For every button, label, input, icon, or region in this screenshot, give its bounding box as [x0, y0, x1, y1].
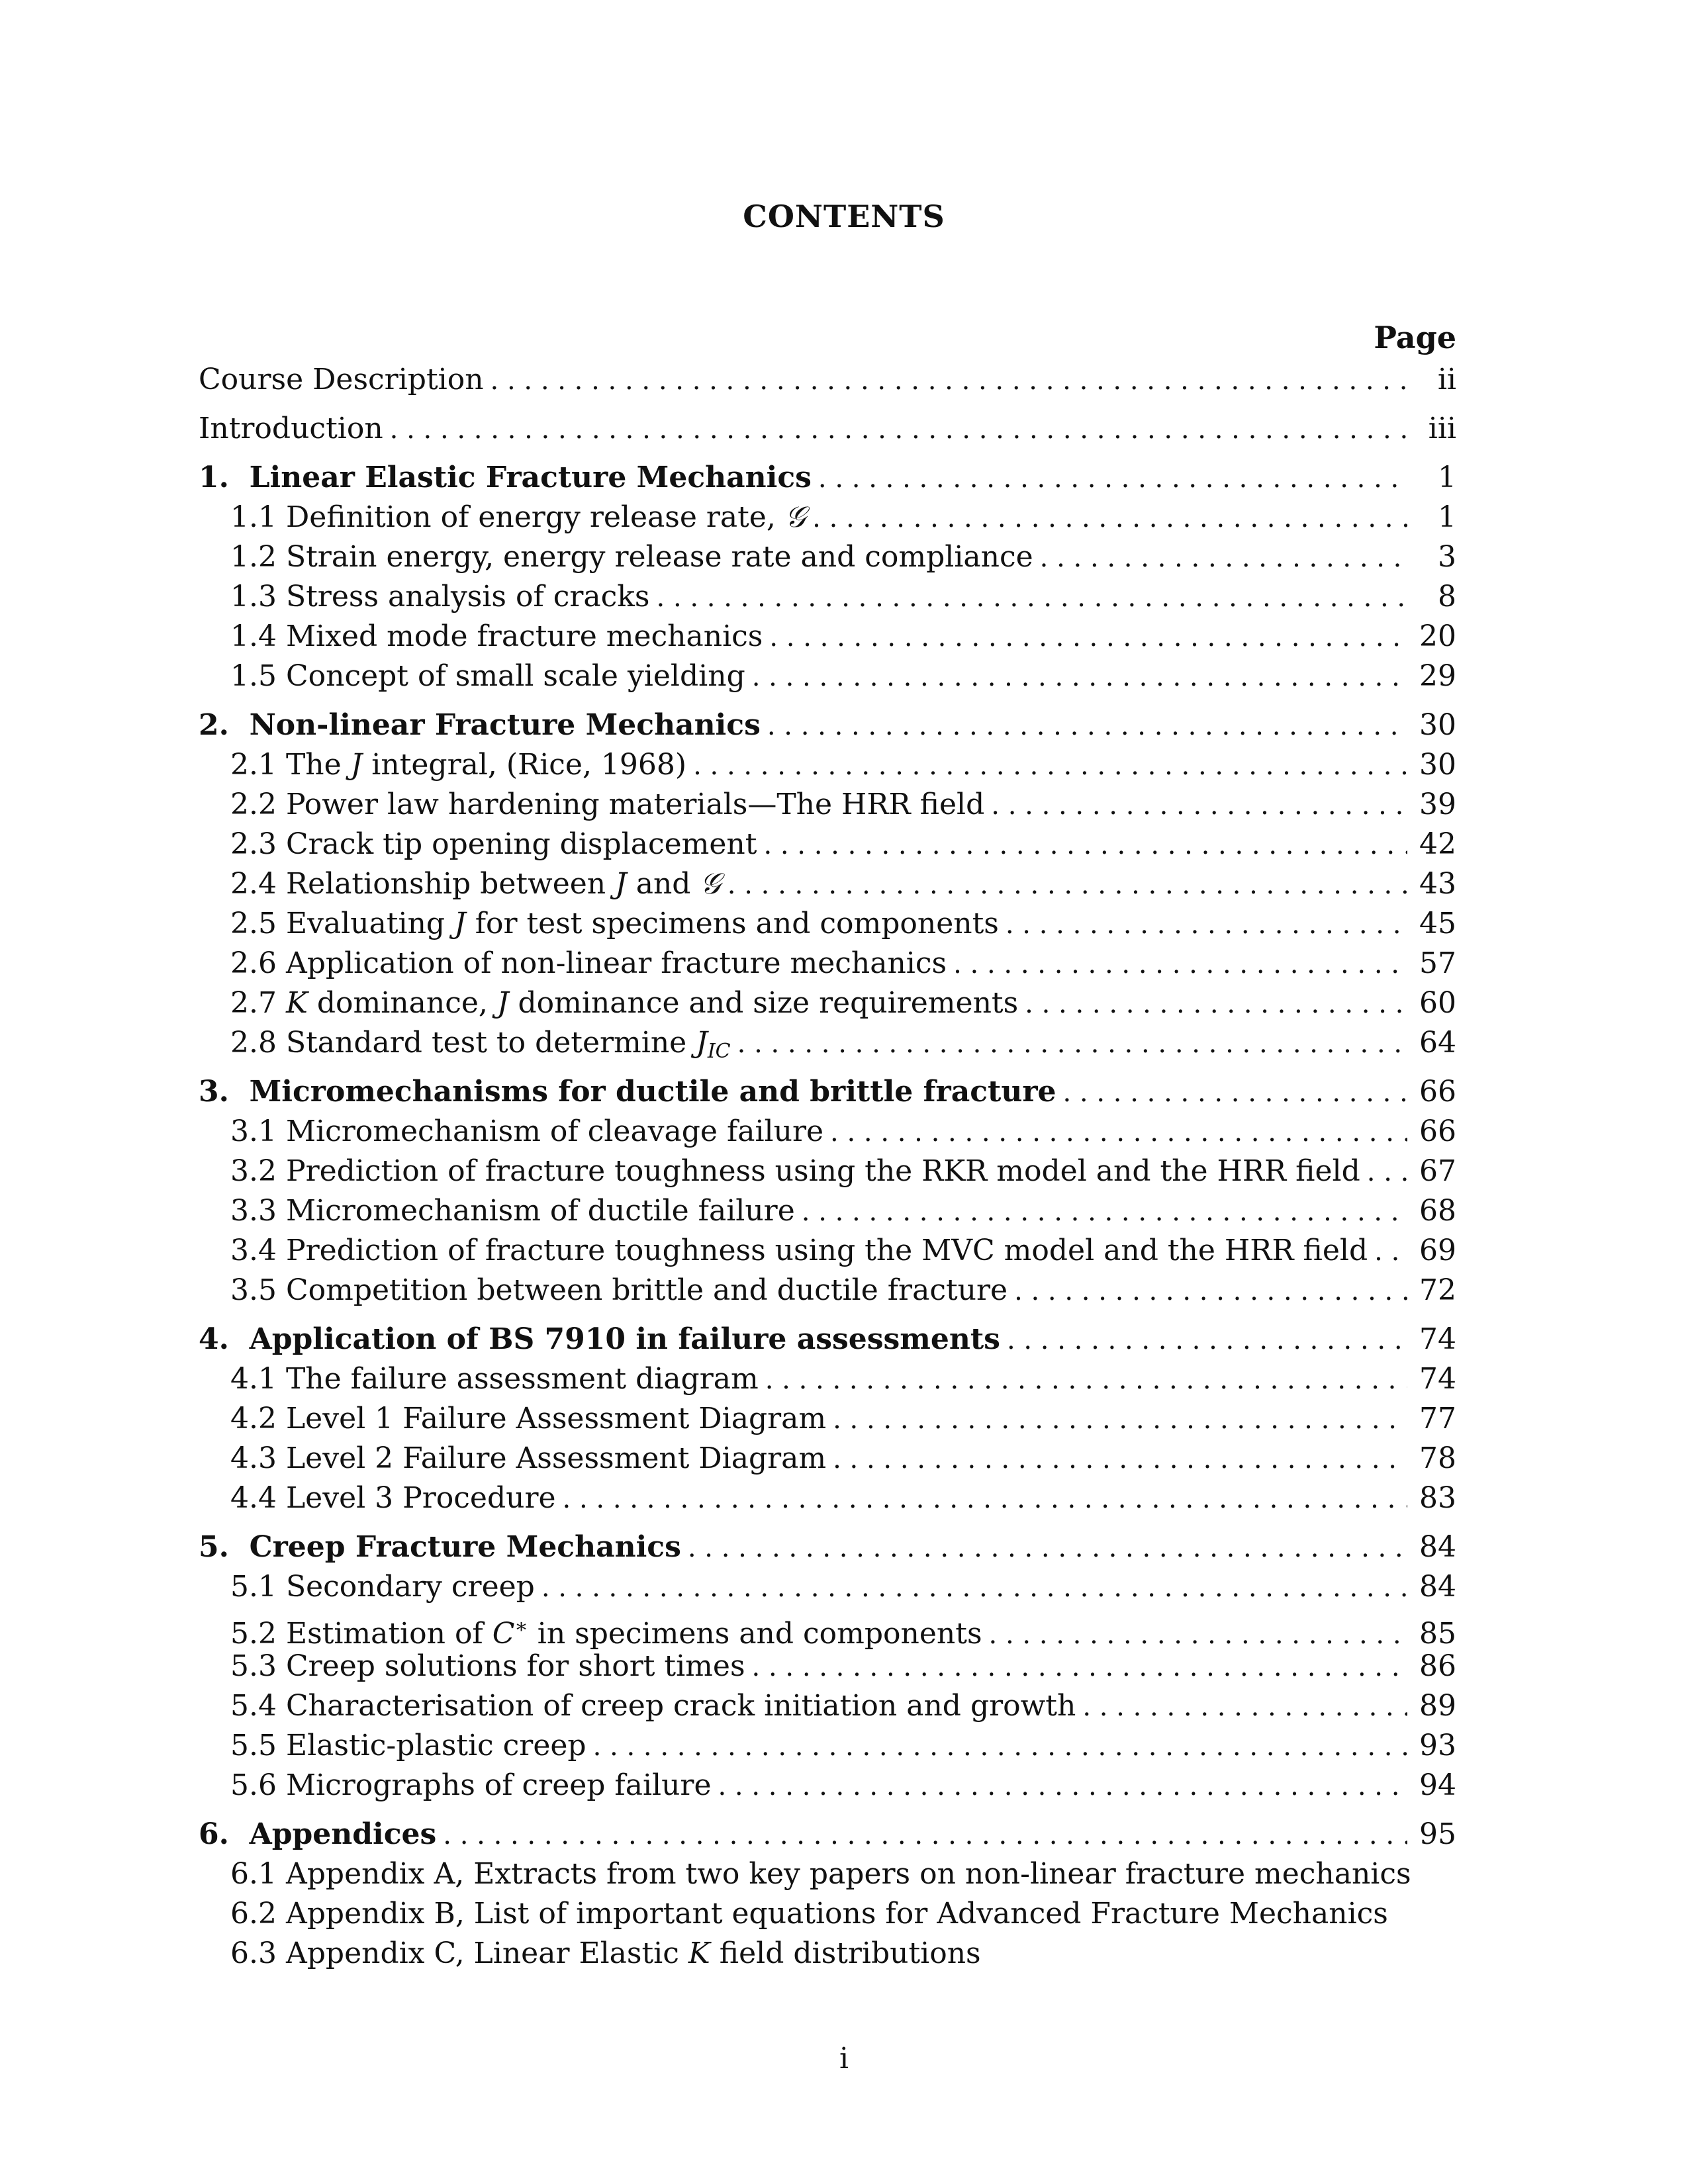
- chapter-number: 5.: [199, 1530, 229, 1564]
- dot-leader: [1040, 538, 1407, 578]
- dot-leader: [833, 1439, 1407, 1479]
- section-title: 2.7 K dominance, J dominance and size requirements: [230, 986, 1019, 1020]
- toc-section-2-8[interactable]: [199, 1023, 1456, 1063]
- dot-leader: [727, 865, 1407, 905]
- toc-section-1-5[interactable]: [199, 657, 1456, 696]
- toc-page-number: 74: [1419, 1362, 1456, 1396]
- toc-page-number: 84: [1419, 1570, 1456, 1604]
- toc-section-3-4[interactable]: [199, 1231, 1456, 1271]
- page-title: CONTENTS: [743, 199, 945, 234]
- toc-page-number: 45: [1419, 907, 1456, 940]
- section-title: 2.4 Relationship between J and 𝒢: [230, 867, 721, 901]
- dot-leader: [1082, 1687, 1407, 1727]
- dot-leader: [593, 1727, 1407, 1766]
- toc-section-5-1[interactable]: [199, 1567, 1456, 1607]
- table-of-contents: [199, 318, 1456, 1974]
- toc-chapter-6[interactable]: [199, 1815, 1456, 1854]
- toc-page-number: 94: [1419, 1768, 1456, 1802]
- toc-page-number: 57: [1419, 946, 1456, 980]
- dot-leader: [763, 825, 1407, 865]
- toc-section-5-5[interactable]: [199, 1726, 1456, 1766]
- toc-page-number: 69: [1419, 1234, 1456, 1267]
- toc-section-4-3[interactable]: [199, 1439, 1456, 1479]
- toc-page-number: iii: [1428, 412, 1456, 445]
- toc-page-number: 29: [1419, 659, 1456, 693]
- toc-section-2-6[interactable]: [199, 944, 1456, 983]
- toc-page-number: 93: [1419, 1729, 1456, 1762]
- toc-section-3-3[interactable]: [199, 1191, 1456, 1231]
- toc-entry-introduction[interactable]: [199, 409, 1456, 449]
- section-title: 6.3 Appendix C, Linear Elastic K field distributions: [230, 1936, 981, 1970]
- chapter-title-text: Micromechanisms for ductile and brittle fracture: [249, 1075, 1056, 1109]
- toc-chapter-3[interactable]: [199, 1072, 1456, 1112]
- section-title: 1.4 Mixed mode fracture mechanics: [230, 619, 763, 653]
- toc-section-1-4[interactable]: [199, 617, 1456, 657]
- dot-leader: [657, 578, 1407, 617]
- toc-section-5-4[interactable]: [199, 1686, 1456, 1726]
- toc-page-number: 67: [1419, 1154, 1456, 1188]
- dot-leader: [1025, 984, 1407, 1024]
- toc-section-2-1[interactable]: [199, 745, 1456, 785]
- dot-leader: [833, 1400, 1407, 1439]
- section-title: 2.5 Evaluating J for test specimens and components: [230, 907, 999, 940]
- section-title: 3.5 Competition between brittle and ductile fracture: [230, 1273, 1008, 1307]
- dot-leader: [752, 1647, 1407, 1687]
- toc-page-number: 84: [1419, 1530, 1456, 1564]
- dot-leader: [1374, 1232, 1407, 1271]
- chapter-title: [199, 1527, 681, 1567]
- toc-chapter-2[interactable]: [199, 705, 1456, 745]
- toc-page-number: 30: [1419, 708, 1456, 742]
- toc-page-number: 20: [1419, 619, 1456, 653]
- toc-page-number: 3: [1438, 540, 1456, 574]
- toc-section-5-3[interactable]: [199, 1647, 1456, 1686]
- section-title: 2.1 The J integral, (Rice, 1968): [230, 748, 687, 782]
- toc-page-number: 86: [1419, 1649, 1456, 1683]
- chapter-title: [199, 1815, 436, 1854]
- dot-leader: [752, 657, 1407, 697]
- toc-page-number: 74: [1419, 1322, 1456, 1356]
- toc-section-6-2[interactable]: [199, 1894, 1456, 1934]
- section-title: 5.6 Micrographs of creep failure: [230, 1768, 712, 1802]
- toc-page-number: 60: [1419, 986, 1456, 1020]
- toc-section-2-2[interactable]: [199, 785, 1456, 825]
- toc-entry-title: Course Description: [199, 363, 484, 396]
- dot-leader: [563, 1479, 1407, 1519]
- toc-entry-course-description[interactable]: [199, 360, 1456, 400]
- section-title: 5.5 Elastic-plastic creep: [230, 1729, 586, 1762]
- toc-page-number: 85: [1419, 1617, 1456, 1651]
- section-title: 5.2 Estimation of C∗ in specimens and components: [230, 1615, 982, 1651]
- dot-leader: [390, 410, 1407, 449]
- section-title: 4.1 The failure assessment diagram: [230, 1362, 759, 1396]
- section-title: 2.2 Power law hardening materials—The HRR field: [230, 788, 985, 821]
- toc-page-number: 8: [1438, 580, 1456, 614]
- toc-page-number: 83: [1419, 1481, 1456, 1515]
- toc-page-number: 64: [1419, 1026, 1456, 1060]
- toc-section-3-1[interactable]: [199, 1112, 1456, 1152]
- page-number-footer: i: [839, 2042, 849, 2075]
- toc-section-2-4[interactable]: [199, 864, 1456, 904]
- toc-page-number: 43: [1419, 867, 1456, 901]
- dot-leader: [688, 1528, 1407, 1568]
- toc-entry-title: Introduction: [199, 412, 383, 445]
- toc-chapter-1[interactable]: [199, 458, 1456, 498]
- toc-page-number: 1: [1438, 461, 1456, 494]
- section-title: 1.5 Concept of small scale yielding: [230, 659, 745, 693]
- chapter-number: 3.: [199, 1075, 229, 1109]
- toc-section-3-2[interactable]: [199, 1152, 1456, 1191]
- toc-chapter-4[interactable]: [199, 1320, 1456, 1359]
- toc-section-5-2[interactable]: [199, 1607, 1456, 1651]
- dot-leader: [443, 1815, 1407, 1855]
- chapter-number: 1.: [199, 461, 229, 494]
- chapter-title-text: Linear Elastic Fracture Mechanics: [249, 461, 812, 494]
- section-title: 5.3 Creep solutions for short times: [230, 1649, 745, 1683]
- toc-chapter-5[interactable]: [199, 1527, 1456, 1567]
- section-title: 3.3 Micromechanism of ductile failure: [230, 1194, 795, 1228]
- section-title: 2.8 Standard test to determine JIC: [230, 1026, 731, 1063]
- section-title: 1.3 Stress analysis of cracks: [230, 580, 650, 614]
- dot-leader: [767, 706, 1407, 746]
- toc-section-6-3[interactable]: [199, 1934, 1456, 1974]
- dot-leader: [1063, 1073, 1408, 1113]
- dot-leader: [818, 459, 1407, 498]
- dot-leader: [812, 498, 1407, 538]
- chapter-title: [199, 458, 812, 498]
- section-title: 3.4 Prediction of fracture toughness using the MVC model and the HRR field: [230, 1234, 1368, 1267]
- dot-leader: [830, 1113, 1407, 1152]
- toc-section-4-2[interactable]: [199, 1399, 1456, 1439]
- section-title: 4.2 Level 1 Failure Assessment Diagram: [230, 1402, 827, 1435]
- toc-section-6-1[interactable]: [199, 1854, 1456, 1894]
- section-title: 3.2 Prediction of fracture toughness using the RKR model and the HRR field: [230, 1154, 1360, 1188]
- dot-leader: [765, 1360, 1407, 1400]
- section-title: 1.2 Strain energy, energy release rate and compliance: [230, 540, 1033, 574]
- chapter-number: 2.: [199, 708, 229, 742]
- toc-section-3-5[interactable]: [199, 1271, 1456, 1310]
- toc-section-2-3[interactable]: [199, 825, 1456, 864]
- toc-page-number: 78: [1419, 1441, 1456, 1475]
- toc-page-number: 66: [1419, 1115, 1456, 1148]
- toc-page-number: 66: [1419, 1075, 1456, 1109]
- toc-page-number: 77: [1419, 1402, 1456, 1435]
- section-title: 1.1 Definition of energy release rate, 𝒢: [230, 500, 806, 534]
- section-title: 3.1 Micromechanism of cleavage failure: [230, 1115, 824, 1148]
- section-title: 6.1 Appendix A, Extracts from two key papers on non-linear fracture mechanics: [230, 1857, 1411, 1891]
- section-title: 6.2 Appendix B, List of important equations for Advanced Fracture Mechanics: [230, 1897, 1388, 1931]
- toc-page-number: ii: [1437, 363, 1456, 396]
- dot-leader: [737, 1024, 1407, 1064]
- toc-page-number: 1: [1438, 500, 1456, 534]
- chapter-title: [199, 705, 761, 745]
- toc-page-number: 42: [1419, 827, 1456, 861]
- section-title: 5.4 Characterisation of creep crack initiation and growth: [230, 1689, 1076, 1723]
- dot-leader: [491, 361, 1407, 400]
- chapter-title-text: Non-linear Fracture Mechanics: [249, 708, 761, 742]
- chapter-number: 4.: [199, 1322, 229, 1356]
- dot-leader: [802, 1192, 1407, 1232]
- dot-leader: [1014, 1271, 1407, 1311]
- toc-page-number: 89: [1419, 1689, 1456, 1723]
- toc-page-number: 72: [1419, 1273, 1456, 1307]
- toc-section-1-3[interactable]: [199, 577, 1456, 617]
- page-column-header: Page: [1374, 320, 1456, 355]
- dot-leader: [991, 786, 1407, 825]
- toc-section-4-4[interactable]: [199, 1479, 1456, 1518]
- toc-section-1-2[interactable]: [199, 537, 1456, 577]
- dot-leader: [1006, 905, 1407, 944]
- chapter-title-text: Creep Fracture Mechanics: [249, 1530, 681, 1564]
- chapter-title-text: Appendices: [249, 1817, 437, 1851]
- dot-leader: [541, 1568, 1407, 1608]
- dot-leader: [693, 746, 1407, 786]
- dot-leader: [1367, 1152, 1407, 1192]
- toc-section-5-6[interactable]: [199, 1766, 1456, 1805]
- toc-page-number: 39: [1419, 788, 1456, 821]
- toc-section-1-1[interactable]: [199, 498, 1456, 537]
- section-title: 2.3 Crack tip opening displacement: [230, 827, 757, 861]
- chapter-number: 6.: [199, 1817, 229, 1851]
- toc-page-number: 68: [1419, 1194, 1456, 1228]
- chapter-title: [199, 1320, 1000, 1359]
- toc-section-2-7[interactable]: [199, 983, 1456, 1023]
- dot-leader: [1007, 1320, 1407, 1360]
- chapter-title-text: Application of BS 7910 in failure assessments: [249, 1322, 1000, 1356]
- toc-section-4-1[interactable]: [199, 1359, 1456, 1399]
- dot-leader: [718, 1766, 1408, 1806]
- dot-leader: [953, 944, 1407, 984]
- section-title: 2.6 Application of non-linear fracture mechanics: [230, 946, 947, 980]
- chapter-title: [199, 1072, 1056, 1112]
- section-title: 5.1 Secondary creep: [230, 1570, 535, 1604]
- toc-page-number: 95: [1419, 1817, 1456, 1851]
- section-title: 4.4 Level 3 Procedure: [230, 1481, 556, 1515]
- dot-leader: [769, 617, 1407, 657]
- toc-section-2-5[interactable]: [199, 904, 1456, 944]
- toc-page-number: 30: [1419, 748, 1456, 782]
- section-title: 4.3 Level 2 Failure Assessment Diagram: [230, 1441, 827, 1475]
